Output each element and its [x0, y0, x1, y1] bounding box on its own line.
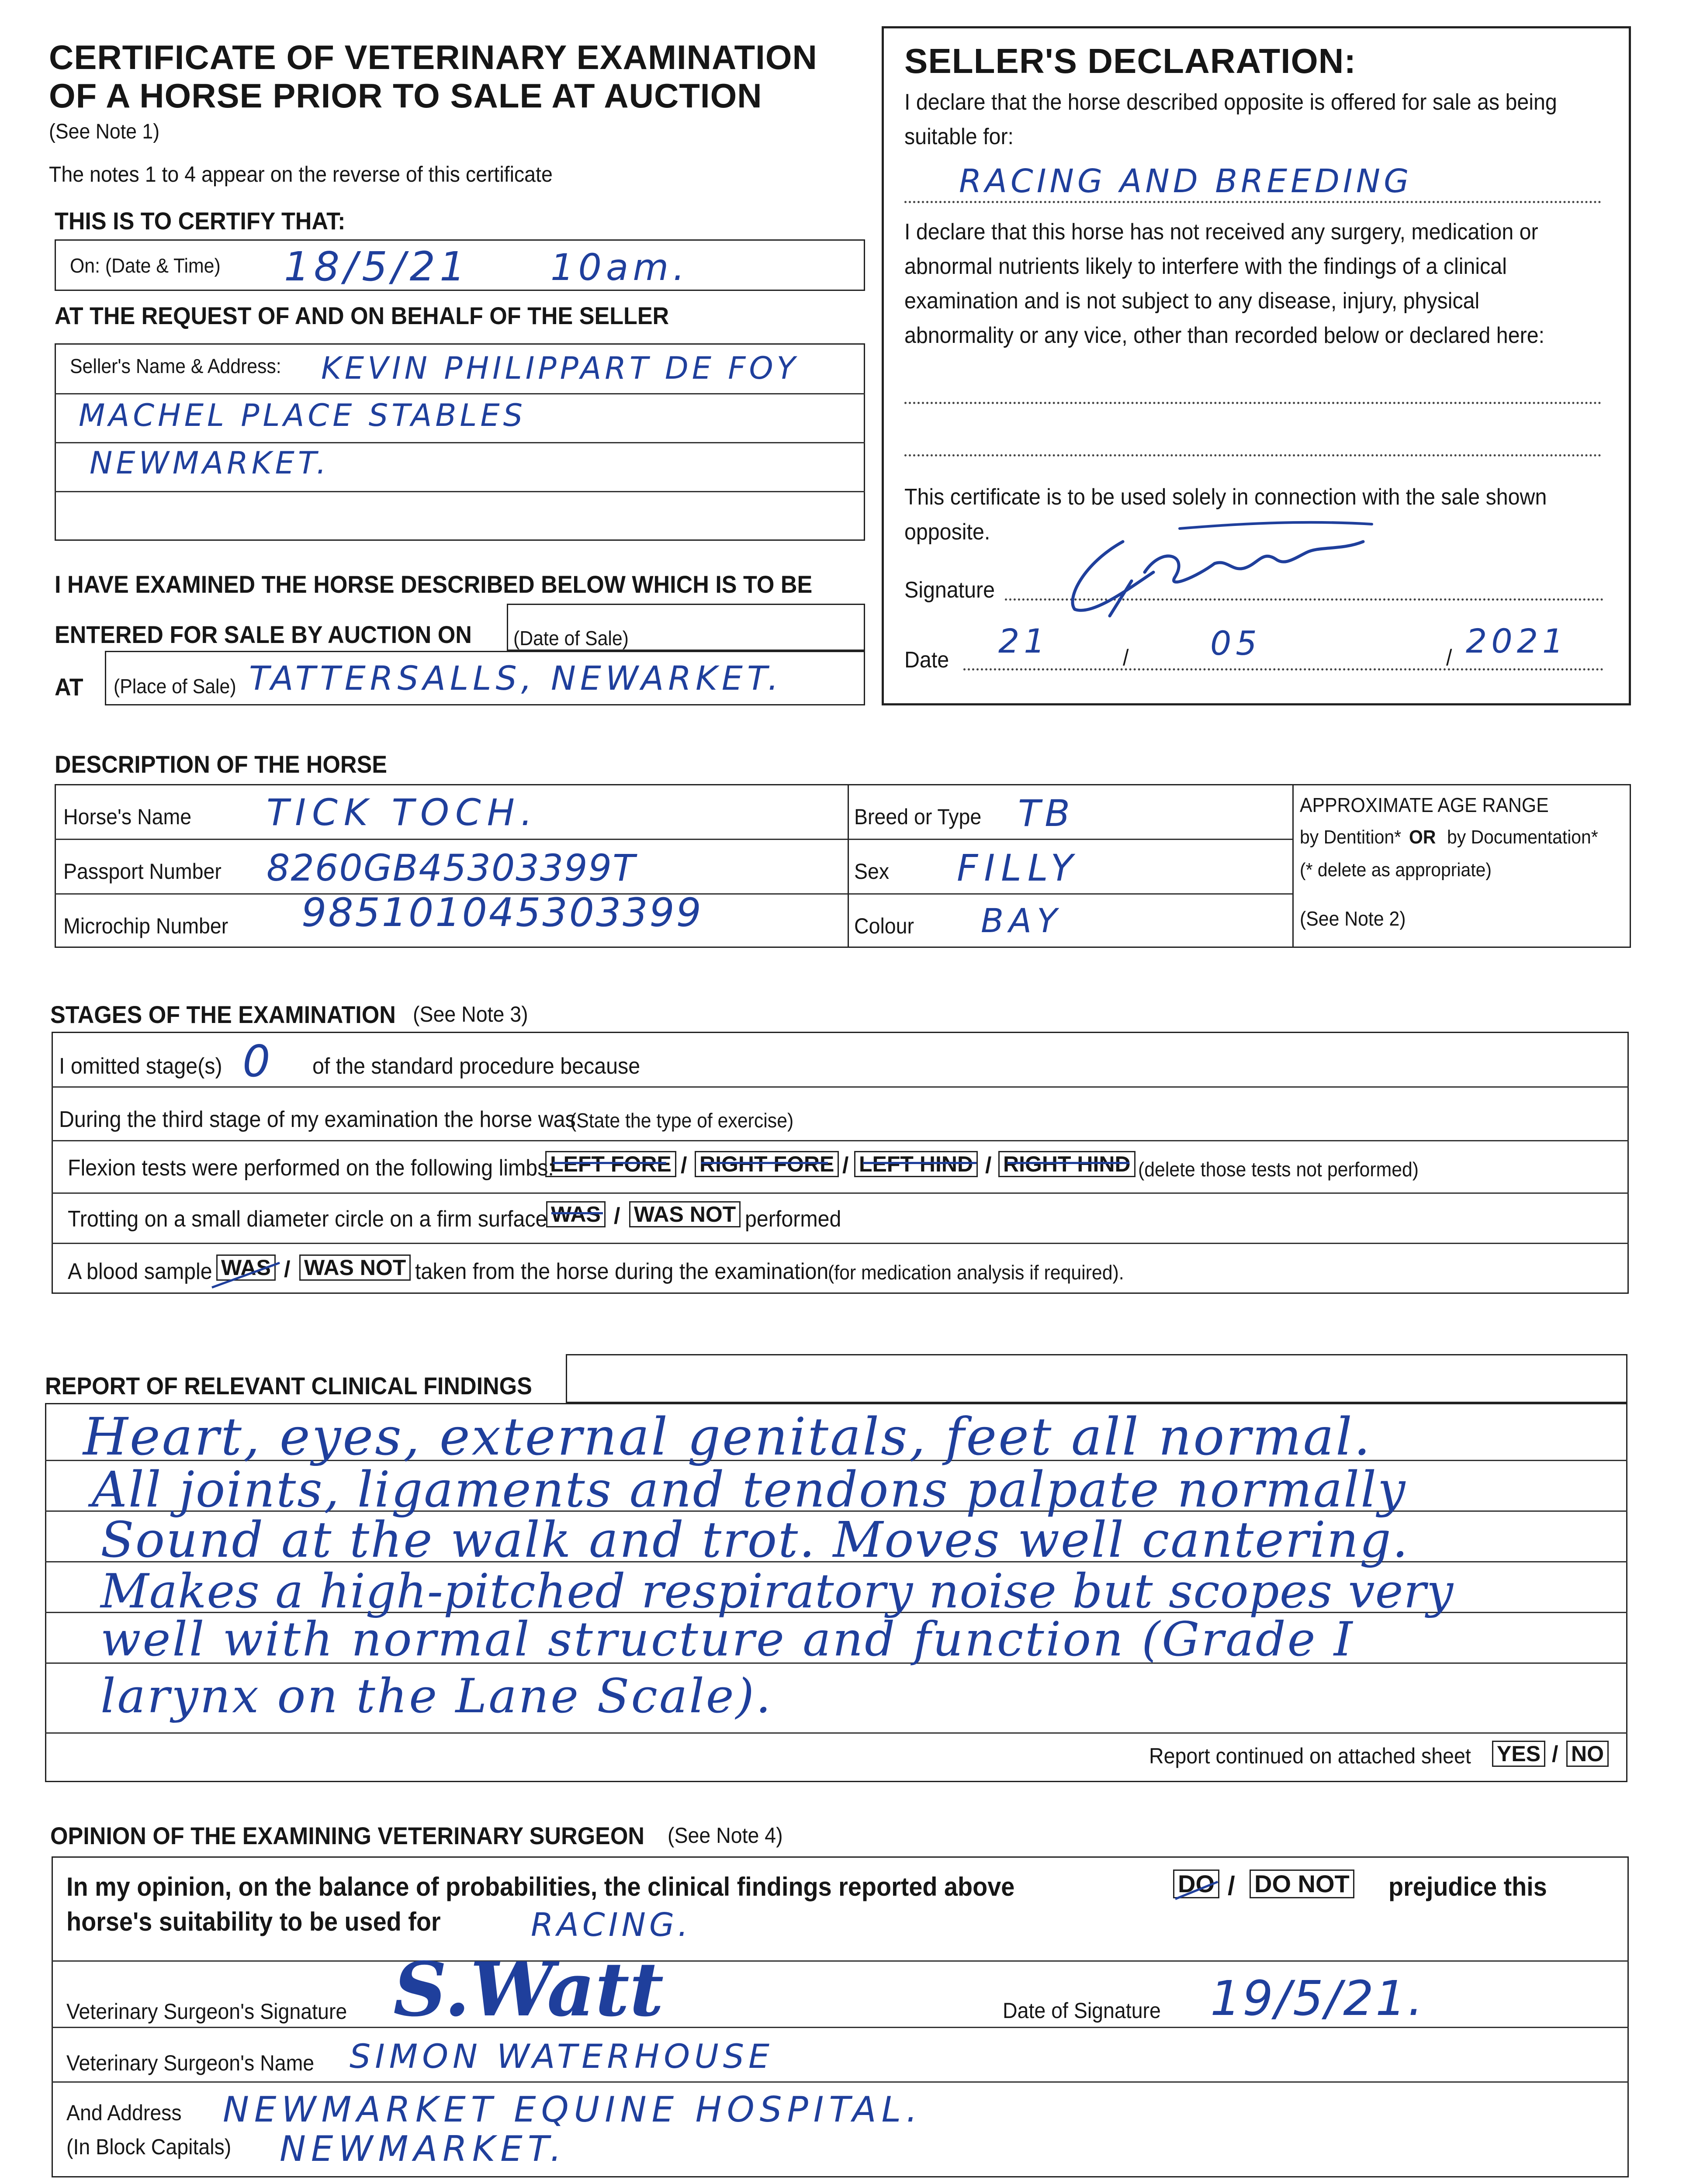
report-line5: well with normal structure and function (Grade I [100, 1612, 1354, 1667]
microchip-label: Microchip Number [63, 914, 228, 938]
certify-heading: THIS IS TO CERTIFY THAT: [55, 207, 346, 235]
omitted-label-a: I omitted stage(s) [59, 1054, 222, 1079]
opinion-heading-note: (See Note 4) [668, 1823, 783, 1848]
seller-address-line1: MACHEL PLACE STABLES [79, 397, 526, 433]
opinion-heading: OPINION OF THE EXAMINING VETERINARY SURGEON [50, 1822, 645, 1849]
blood-sample-text: taken from the horse during the examination [415, 1259, 829, 1284]
date-of-signature-value: 19/5/21. [1210, 1970, 1425, 2026]
report-continued-no: NO [1566, 1741, 1609, 1767]
declaration-date-year: 2021 [1466, 622, 1568, 660]
opinion-used-for-value: RACING. [531, 1906, 692, 1944]
blood-sample-note: (for medication analysis if required). [828, 1261, 1124, 1284]
breed-value: TB [1018, 792, 1074, 835]
declaration-date-day: 21 [998, 622, 1049, 660]
report-continued-label: Report continued on attached sheet [1149, 1744, 1471, 1768]
seller-signature [1057, 511, 1389, 625]
see-note-1: (See Note 1) [49, 120, 160, 143]
on-date-value: 18/5/21 [284, 243, 470, 290]
breed-label: Breed or Type [854, 805, 982, 829]
examined-line1: I HAVE EXAMINED THE HORSE DESCRIBED BELOW WHICH IS TO BE [55, 570, 813, 598]
declaration-date-sep1: / [1123, 645, 1129, 670]
sex-value: FILLY [957, 847, 1079, 889]
description-heading: DESCRIPTION OF THE HORSE [55, 750, 388, 778]
declaration-blank-line1 [904, 402, 1601, 404]
report-heading: REPORT OF RELEVANT CLINICAL FINDINGS [45, 1372, 532, 1400]
age-by-dentition: by Dentition* [1300, 826, 1402, 848]
report-line2: All joints, ligaments and tendons palpate normally [92, 1462, 1407, 1518]
vet-address-line1: NEWMARKET EQUINE HOSPITAL. [223, 2089, 923, 2130]
report-continued-yes: YES [1492, 1741, 1545, 1767]
seller-declaration-heading: SELLER'S DECLARATION: [904, 41, 1357, 80]
horse-name-label: Horse's Name [63, 805, 192, 829]
trotting-performed: performed [745, 1206, 841, 1232]
vet-address-line2: NEWMARKET. [280, 2129, 567, 2169]
at-label: AT [55, 673, 83, 701]
omitted-value: 0 [242, 1036, 275, 1087]
declaration-para2-line3: examination and is not subject to any disease, injury, physical [904, 288, 1480, 314]
seller-name-value: KEVIN PHILIPPART DE FOY [321, 350, 799, 386]
declaration-line2: suitable for: [904, 124, 1014, 149]
vet-address-label: And Address [66, 2101, 182, 2125]
opinion-do-not-option: DO NOT [1250, 1870, 1354, 1898]
stages-heading: STAGES OF THE EXAMINATION [50, 1001, 396, 1028]
flexion-left-fore-option: LEFT FORE [545, 1151, 676, 1177]
colour-label: Colour [854, 914, 914, 938]
microchip-value: 985101045303399 [301, 890, 703, 936]
place-of-sale-label: (Place of Sale) [114, 675, 236, 698]
blood-was-option: WAS [216, 1254, 276, 1281]
age-delete-note: (* delete as appropriate) [1300, 859, 1492, 881]
omitted-label-b: of the standard procedure because [312, 1054, 640, 1079]
stages-heading-note: (See Note 3) [413, 1002, 528, 1026]
declaration-date-sep2: / [1446, 645, 1452, 670]
flexion-right-fore-option: RIGHT FORE [695, 1151, 839, 1177]
trotting-was-not-option: WAS NOT [629, 1201, 741, 1227]
age-by-documentation: by Documentation* [1447, 826, 1598, 848]
declaration-date-label: Date [904, 647, 949, 673]
colour-value: BAY [981, 901, 1063, 940]
report-header-box [566, 1354, 1627, 1403]
examined-line2: ENTERED FOR SALE BY AUCTION ON [55, 621, 472, 648]
report-line6: larynx on the Lane Scale). [100, 1669, 773, 1724]
opinion-line1-b: prejudice this [1388, 1872, 1547, 1901]
declaration-line1: I declare that the horse described opposite is offered for sale as being [904, 90, 1557, 115]
opinion-line2: horse's suitability to be used for [66, 1907, 441, 1936]
declaration-para3-line1: This certificate is to be used solely in connection with the sale shown [904, 484, 1547, 510]
third-stage-label: During the third stage of my examination the horse was [59, 1107, 576, 1132]
third-stage-note: (State the type of exercise) [570, 1109, 794, 1132]
age-or: OR [1409, 826, 1436, 848]
blood-was-not-option: WAS NOT [299, 1254, 411, 1281]
on-time-value: 10am. [550, 246, 689, 289]
flexion-label: Flexion tests were performed on the following limbs: [68, 1155, 554, 1181]
signature-label: Signature [904, 577, 995, 603]
place-of-sale-value: TATTERSALLS, NEWARKET. [249, 659, 783, 698]
notes-text: The notes 1 to 4 appear on the reverse of this certificate [49, 162, 553, 187]
report-line1: Heart, eyes, external genitals, feet all normal. [83, 1406, 1372, 1467]
vet-signature-label: Veterinary Surgeon's Signature [66, 1999, 347, 2024]
opinion-do-option: DO [1173, 1870, 1219, 1898]
block-capitals-label: (In Block Capitals) [66, 2135, 232, 2159]
request-heading: AT THE REQUEST OF AND ON BEHALF OF THE SELLER [55, 302, 669, 329]
date-of-sale-label: (Date of Sale) [513, 627, 629, 650]
age-see-note: (See Note 2) [1300, 907, 1406, 930]
horse-name-value: TICK TOCH. [267, 791, 539, 834]
trotting-was-option: WAS [546, 1201, 606, 1227]
suitable-for-value: RACING AND BREEDING [959, 162, 1413, 200]
declaration-para2-line4: abnormality or any vice, other than recorded below or declared here: [904, 323, 1545, 348]
report-line4: Makes a high-pitched respiratory noise but scopes very [100, 1564, 1454, 1619]
certificate-title-line1: CERTIFICATE OF VETERINARY EXAMINATION [49, 38, 817, 76]
declaration-para2-line2: abnormal nutrients likely to interfere with the findings of a clinical [904, 254, 1507, 279]
passport-label: Passport Number [63, 859, 222, 884]
vet-signature: S.Watt [393, 1946, 664, 2033]
seller-label: Seller's Name & Address: [70, 355, 281, 377]
on-label: On: (Date & Time) [70, 254, 221, 277]
declaration-para2-line1: I declare that this horse has not received any surgery, medication or [904, 219, 1538, 245]
date-of-signature-label: Date of Signature [1003, 1998, 1161, 2023]
flexion-left-hind-option: LEFT HIND [854, 1151, 978, 1177]
flexion-note: (delete those tests not performed) [1138, 1158, 1419, 1181]
declaration-blank-line2 [904, 454, 1601, 456]
blood-sample-label: A blood sample [68, 1259, 212, 1284]
certificate-title-line2: OF A HORSE PRIOR TO SALE AT AUCTION [49, 76, 762, 115]
opinion-line1-a: In my opinion, on the balance of probabilities, the clinical findings reported above [66, 1872, 1015, 1901]
vet-name-label: Veterinary Surgeon's Name [66, 2051, 315, 2075]
vet-name-value: SIMON WATERHOUSE [350, 2037, 774, 2076]
declaration-date-month: 05 [1210, 624, 1261, 663]
age-range-heading: APPROXIMATE AGE RANGE [1300, 794, 1549, 816]
report-line3: Sound at the walk and trot. Moves well cantering. [100, 1512, 1409, 1569]
passport-value: 8260GB45303399T [267, 847, 636, 889]
sex-label: Sex [854, 859, 890, 884]
declaration-para3-line2: opposite. [904, 519, 990, 545]
flexion-right-hind-option: RIGHT HIND [998, 1151, 1136, 1177]
seller-address-line2: NEWMARKET. [90, 445, 330, 481]
trotting-label: Trotting on a small diameter circle on a firm surface [68, 1206, 547, 1232]
